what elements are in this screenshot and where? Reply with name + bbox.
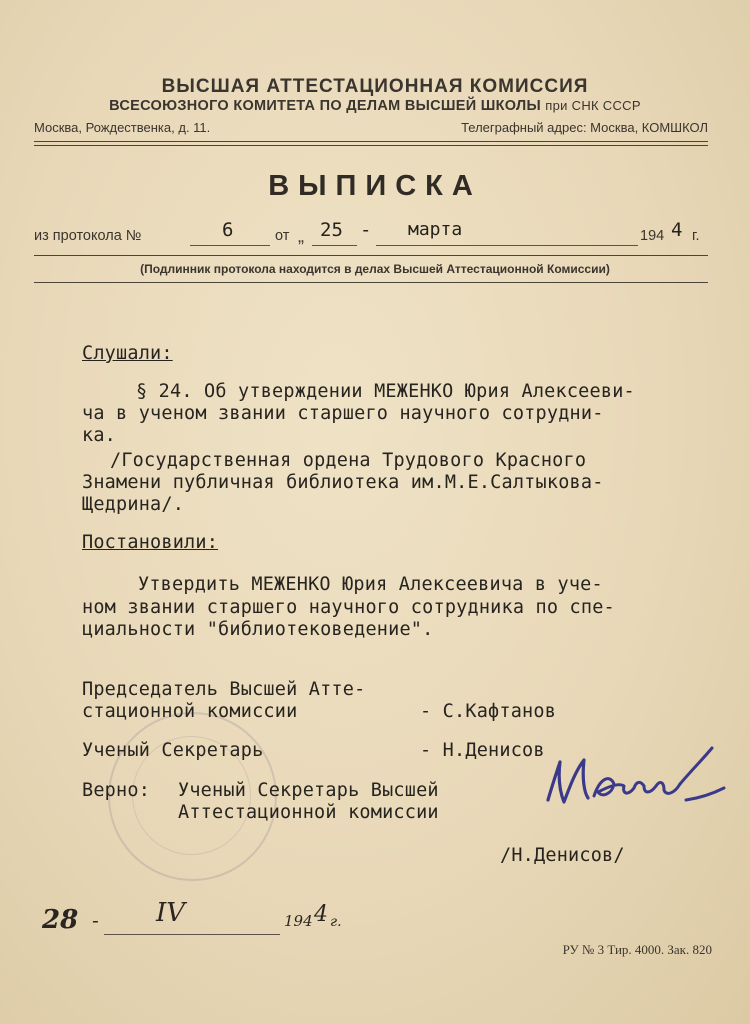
protocol-day-close: - (360, 219, 372, 241)
document-title: ВЫПИСКА (268, 170, 482, 202)
protocol-day-line (312, 245, 357, 246)
secretary-title: Ученый Секретарь (82, 740, 264, 761)
protocol-month-line (376, 245, 638, 246)
heard-line: Щедрина/. (82, 494, 185, 515)
issue-date-year-prefix: 194 (284, 912, 313, 930)
handwritten-signature (540, 738, 730, 818)
telegraph-address: Телеграфный адрес: Москва, КОМШКОЛ (461, 120, 708, 135)
true-copy-line1: Ученый Секретарь Высшей (178, 780, 439, 801)
chair-name: - С.Кафтанов (420, 701, 557, 722)
true-copy-name: /Н.Денисов/ (500, 845, 625, 866)
original-location-note: (Подлинник протокола находится в делах Высшей Аттестационной Комиссии) (140, 262, 610, 276)
protocol-day-open: „ (298, 226, 304, 246)
resolved-line: Утвердить МЕЖЕНКО Юрия Алексеевича в уче- (138, 574, 603, 595)
resolved-label: Постановили: (82, 532, 219, 553)
protocol-year-prefix: 194 (640, 228, 665, 244)
protocol-prefix: из протокола № (34, 228, 142, 244)
protocol-day: 25 (320, 219, 343, 241)
resolved-line: циальности "библиотековедение". (82, 619, 434, 640)
issue-date-month: IV (156, 898, 186, 928)
heard-line: /Государственная ордена Трудового Красного (110, 450, 587, 471)
note-rule (34, 282, 708, 283)
chair-title-line2: стационной комиссии (82, 701, 298, 722)
resolved-line: ном звании старшего научного сотрудника по спе- (82, 597, 615, 618)
print-info: РУ № 3 Тир. 4000. Зак. 820 (562, 942, 712, 957)
header-rule-thin (34, 145, 708, 146)
org-title: ВЫСШАЯ АТТЕСТАЦИОННАЯ КОМИССИЯ (161, 76, 589, 97)
header-rule (34, 141, 708, 142)
protocol-from-label: от (275, 228, 290, 244)
true-copy-line2: Аттестационной комиссии (178, 802, 439, 823)
protocol-rule (34, 255, 708, 256)
issue-date-sep: - (92, 908, 99, 932)
issue-date-year-suffix: г. (330, 914, 342, 930)
org-subtitle-suffix: при СНК СССР (545, 98, 641, 113)
true-copy-label: Верно: (82, 780, 151, 801)
protocol-number: 6 (222, 219, 234, 241)
org-subtitle (0, 98, 750, 114)
chair-title-line1: Председатель Высшей Атте- (82, 679, 366, 700)
protocol-year-digit: 4 (671, 219, 683, 241)
issue-date-day: 28 (42, 905, 79, 935)
issue-date-year-digit: 4 (314, 902, 328, 927)
protocol-month: марта (408, 219, 463, 240)
protocol-year-suffix: г. (692, 228, 700, 244)
issue-date-line (104, 934, 280, 935)
secretary-name: - Н.Денисов (420, 740, 545, 761)
heard-line: ча в ученом звании старшего научного сотрудни- (82, 403, 604, 424)
protocol-number-line (190, 245, 270, 246)
heard-line: § 24. Об утверждении МЕЖЕНКО Юрия Алексееви- (136, 381, 635, 402)
heard-label: Слушали: (82, 343, 173, 364)
postal-address: Москва, Рождественка, д. 11. (34, 120, 211, 135)
org-subtitle-main: ВСЕСОЮЗНОГО КОМИТЕТА ПО ДЕЛАМ ВЫСШЕЙ ШКОЛЫ (109, 98, 541, 114)
heard-line: Знамени публичная библиотека им.М.Е.Салтыкова- (82, 472, 604, 493)
heard-line: ка. (82, 425, 117, 446)
